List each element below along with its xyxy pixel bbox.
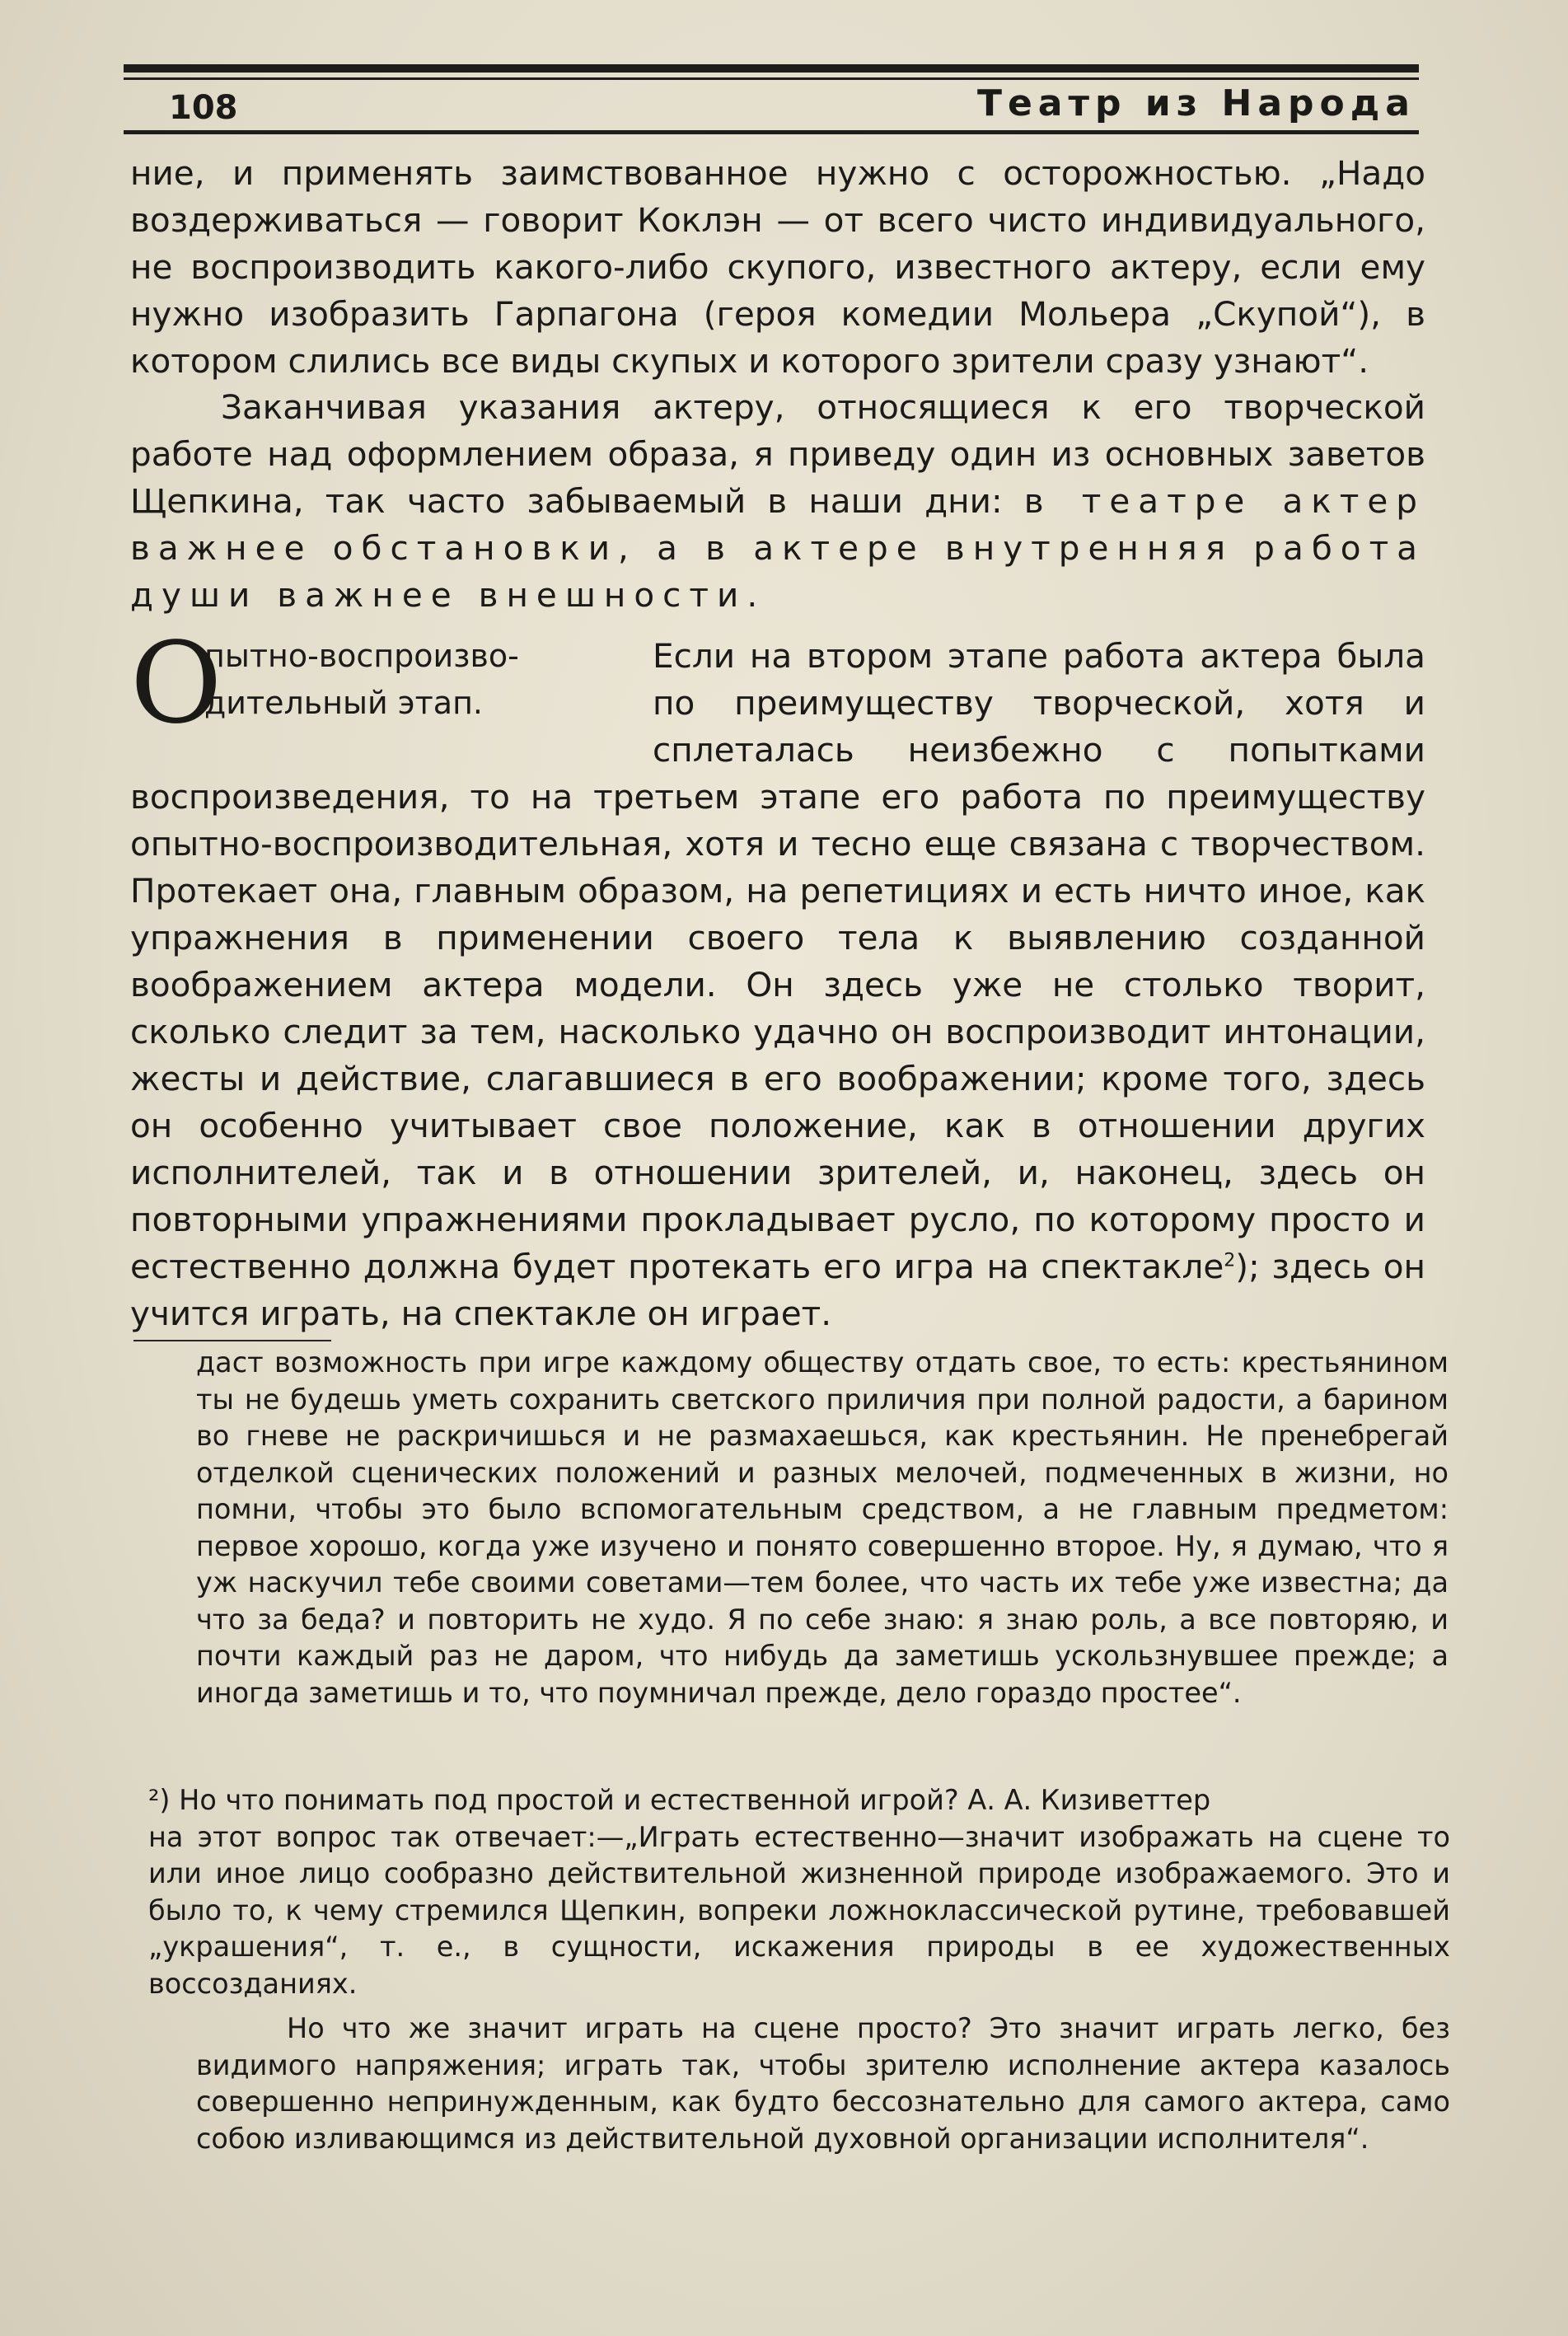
section-text-end: ); здесь он учится играть, на спектакле он играет.: [130, 1247, 1425, 1333]
section-heading-lines: [204, 633, 519, 727]
section-heading: [130, 619, 616, 749]
section-text: Если на втором этапе работа актера была по преимуществу творческой, хотя и сплеталась неизбежно с попытками воспроизведения, то на третьем этапе его работа по преимуществу опытно-воспроизводительная, хотя и тесно еще связана с творчеством. Протекает она, главным образом, на репетициях и есть ничто иное, как упражнения в применении своего тела к выявлению созданной воображением актера модели. Он здесь уже не столько творит, сколько следит за тем, насколько удачно он воспроизводит интонации, жесты и действие, слагавшиеся в его воображении; кроме того, здесь он особенно учитывает свое положение, как в отношении других исполнителей, так и в отношении зрителей, и, наконец, здесь он повторными упражнениями прокладывает русло, по которому просто и естественно должна будет протекать его игра на спектакле: [130, 636, 1425, 1286]
paragraph-2-spaced: в театре актер важнее обстановки, а в актере внутренняя работа души важнее внешности.: [130, 481, 1425, 615]
footnote-2-paragraph-2: Но что же значит играть на сцене просто? Это значит играть легко, без видимого напряжения; играть так, чтобы зрителю исполнение актера казалось совершенно непринужденным, как будто бессознательно для самого актера, само собою изливающимся из действительной духовной организации исполнителя“.: [196, 2012, 1450, 2155]
section-heading-line-1: пытно-воспроизво-: [204, 638, 519, 674]
running-title: Театр из Народа: [976, 82, 1416, 124]
paragraph-1: [130, 150, 1425, 385]
footnote-2: [148, 1782, 1450, 2157]
paragraph-2-plain: Заканчивая указания актеру, относящиеся к его творческой работе над оформлением образа, я приведу один из основных заветов Щепкина, так часто забываемый в наши дни:: [130, 387, 1425, 521]
header-rule-bottom: [124, 130, 1419, 134]
footnote-marker-2: 2: [1224, 1250, 1236, 1271]
section-experimental-stage: [130, 619, 1425, 1337]
footnote-2-marker: ²): [148, 1784, 171, 1816]
header-rule-thick: [124, 64, 1419, 73]
footnote-2-first-line: Но что понимать под простой и естественной игрой? А. А. Кизиветтер: [179, 1784, 1211, 1816]
paragraph-1-text: ние, и применять заимствованное нужно с осторожностью. „Надо воздерживаться — говорит Коклэн — от всего чисто индивидуального, не воспроизводить какого-либо скупого, известного актеру, если ему нужно изобразить Гарпагона (героя комедии Мольера „Скупой“), в котором слились все виды скупых и которого зрители сразу узнают“.: [130, 153, 1425, 381]
header-rule-thin: [124, 77, 1419, 80]
paragraph-2: [130, 384, 1425, 619]
footnote-2-rest: на этот вопрос так отвечает:—„Играть естественно—значит изображать на сцене то или иное лицо сообразно действительной жизненной природе изображаемого. Это и было то, к чему стремился Щепкин, вопреки ложноклассической рутине, требовавшей „украшения“, т. е., в сущности, искажения природы в ее художественных воссозданиях.: [148, 1820, 1450, 2000]
footnote-continued: даст возможность при игре каждому обществу отдать свое, то есть: крестьянином ты не будешь уметь сохранить светского приличия при полной радости, а барином во гневе не раскричишься и не размахаешься, как крестьянин. Не пренебрегай отделкой сценических положений и разных мелочей, подмеченных в жизни, но помни, чтобы это было вспомогательным средством, а не главным предметом: первое хорошо, когда уже изучено и понято совершенно второе. Ну, я думаю, что я уж наскучил тебе своими советами—тем более, что часть их тебе уже известна; да что за беда? и повторить не худо. Я по себе знаю: я знаю роль, а все повторяю, и почти каждый раз не даром, что нибудь да заметишь ускользнувшее прежде; а иногда заметишь и то, что поумничал прежде, дело гораздо простее“.: [196, 1346, 1449, 1709]
footnote-separator: [133, 1340, 331, 1341]
paragraph-2-text: [130, 384, 1425, 619]
page-number: 108: [169, 89, 238, 127]
section-heading-line-2: дительный этап.: [204, 685, 483, 721]
dropcap: О: [130, 619, 222, 749]
footnote-2-first: [148, 1782, 1450, 1819]
